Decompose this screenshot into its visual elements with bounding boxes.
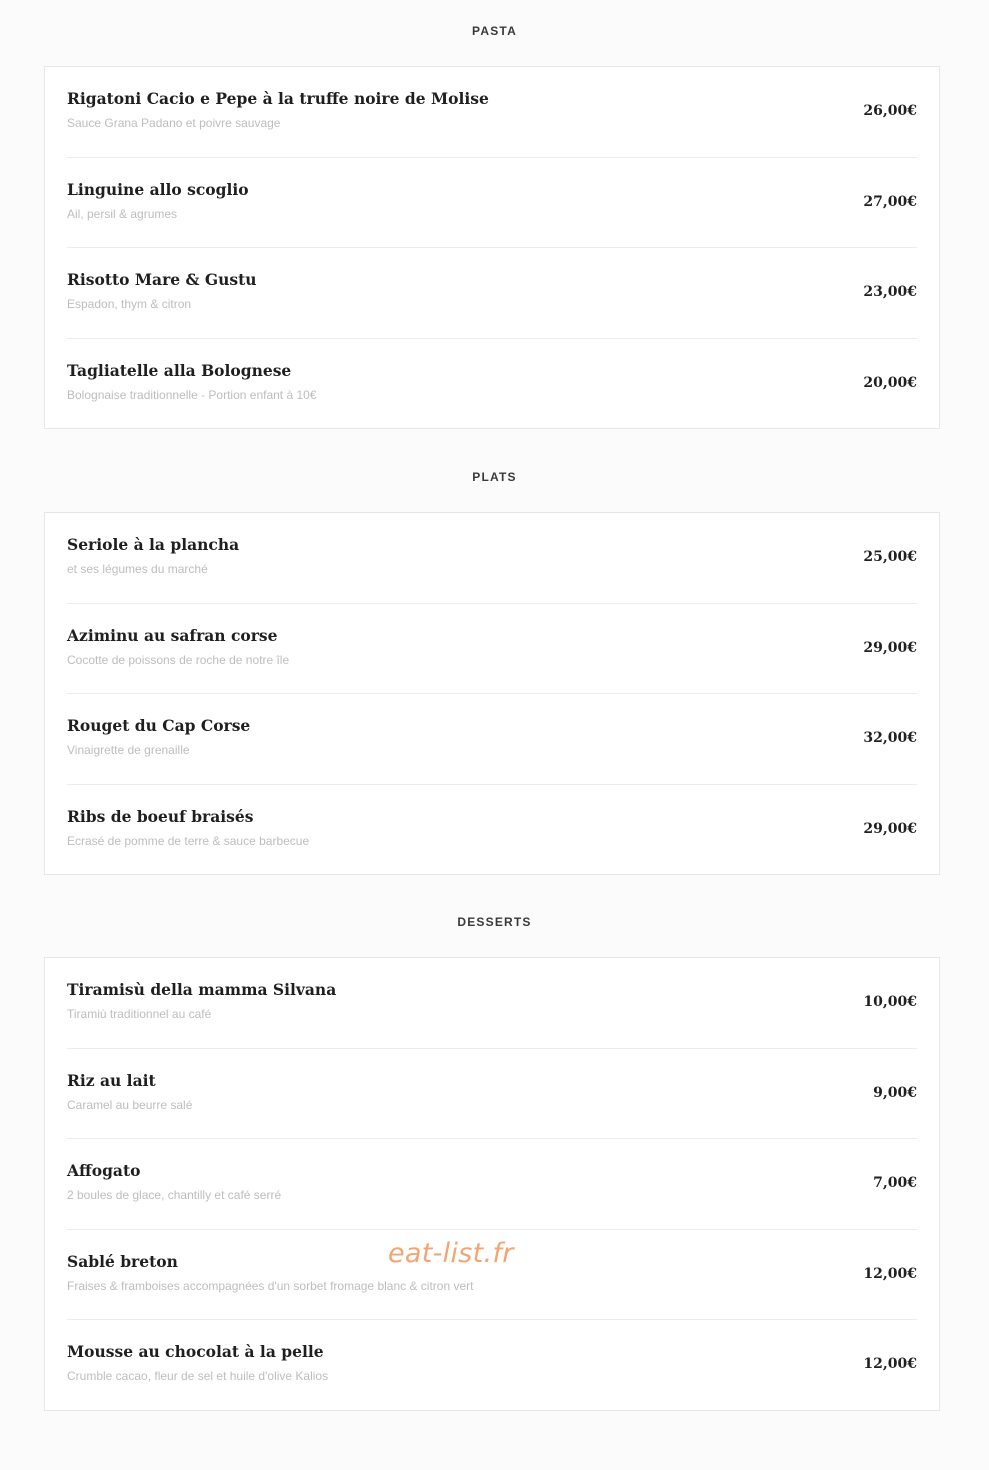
item-price: 29,00€ <box>863 639 917 656</box>
item-name: Ribs de boeuf braisés <box>67 806 254 826</box>
item-name: Tiramisù della mamma Silvana <box>67 980 337 999</box>
item-name: Linguine allo scoglio <box>67 179 249 199</box>
item-price: 25,00€ <box>863 549 917 565</box>
menu-card-pasta <box>44 66 940 429</box>
menu-item <box>67 1139 917 1230</box>
menu-card-desserts <box>44 957 940 1411</box>
item-name: Sablé breton <box>67 1251 178 1271</box>
menu-item <box>67 604 917 695</box>
item-description: Fraises & framboises accompagnées d'un sorbet fromage blanc & citron vert <box>67 1278 474 1293</box>
item-description: Cocotte de poissons de roche de notre île <box>67 652 290 667</box>
item-price: 27,00€ <box>863 193 917 210</box>
item-name: Affogato <box>67 1161 141 1180</box>
item-name: Tagliatelle alla Bolognese <box>67 360 292 380</box>
menu-item <box>67 339 917 430</box>
item-description: Caramel au beurre salé <box>67 1097 193 1112</box>
item-price: 12,00€ <box>863 1265 917 1282</box>
item-description: Sauce Grana Padano et poivre sauvage <box>67 116 281 130</box>
watermark: eat-list.fr <box>388 1238 514 1269</box>
menu-item <box>67 785 917 876</box>
item-description: Espadon, thym & citron <box>67 297 192 311</box>
menu-item <box>67 1049 917 1140</box>
item-name: Rigatoni Cacio e Pepe à la truffe noire de Molise <box>67 89 489 108</box>
section-title-plats: PLATS <box>472 470 517 484</box>
item-price: 20,00€ <box>863 374 917 391</box>
menu-item <box>67 694 917 785</box>
item-price: 29,00€ <box>863 820 917 837</box>
menu-card-plats <box>44 512 940 875</box>
item-description: Crumble cacao, fleur de sel et huile d'olive Kalios <box>67 1369 329 1383</box>
menu-item <box>67 1320 917 1411</box>
item-price: 32,00€ <box>863 730 917 746</box>
item-price: 23,00€ <box>863 284 917 300</box>
item-description: Ail, persil & agrumes <box>67 206 178 221</box>
item-description: Ecrasé de pomme de terre & sauce barbecue <box>67 833 310 848</box>
menu-item <box>67 67 917 158</box>
item-name: Aziminu au safran corse <box>67 625 278 645</box>
item-name: Risotto Mare & Gustu <box>67 270 257 289</box>
item-price: 7,00€ <box>873 1175 917 1191</box>
item-description: Bolognaise traditionnelle - Portion enfant à 10€ <box>67 387 317 402</box>
section-title-pasta: PASTA <box>472 24 517 38</box>
menu-item <box>67 158 917 249</box>
item-name: Mousse au chocolat à la pelle <box>67 1342 324 1361</box>
item-price: 10,00€ <box>863 994 917 1010</box>
item-name: Rouget du Cap Corse <box>67 716 251 735</box>
menu-item <box>67 513 917 604</box>
section-title-desserts: DESSERTS <box>457 915 532 929</box>
item-description: et ses légumes du marché <box>67 562 208 576</box>
item-description: 2 boules de glace, chantilly et café serré <box>67 1188 282 1202</box>
item-name: Seriole à la plancha <box>67 535 240 554</box>
menu-item <box>67 958 917 1049</box>
item-name: Riz au lait <box>67 1070 156 1090</box>
menu-item <box>67 248 917 339</box>
item-price: 9,00€ <box>873 1084 917 1101</box>
item-description: Tiramiù traditionnel au café <box>67 1007 212 1021</box>
item-description: Vinaigrette de grenaille <box>67 743 190 757</box>
item-price: 26,00€ <box>863 103 917 119</box>
item-price: 12,00€ <box>863 1356 917 1372</box>
